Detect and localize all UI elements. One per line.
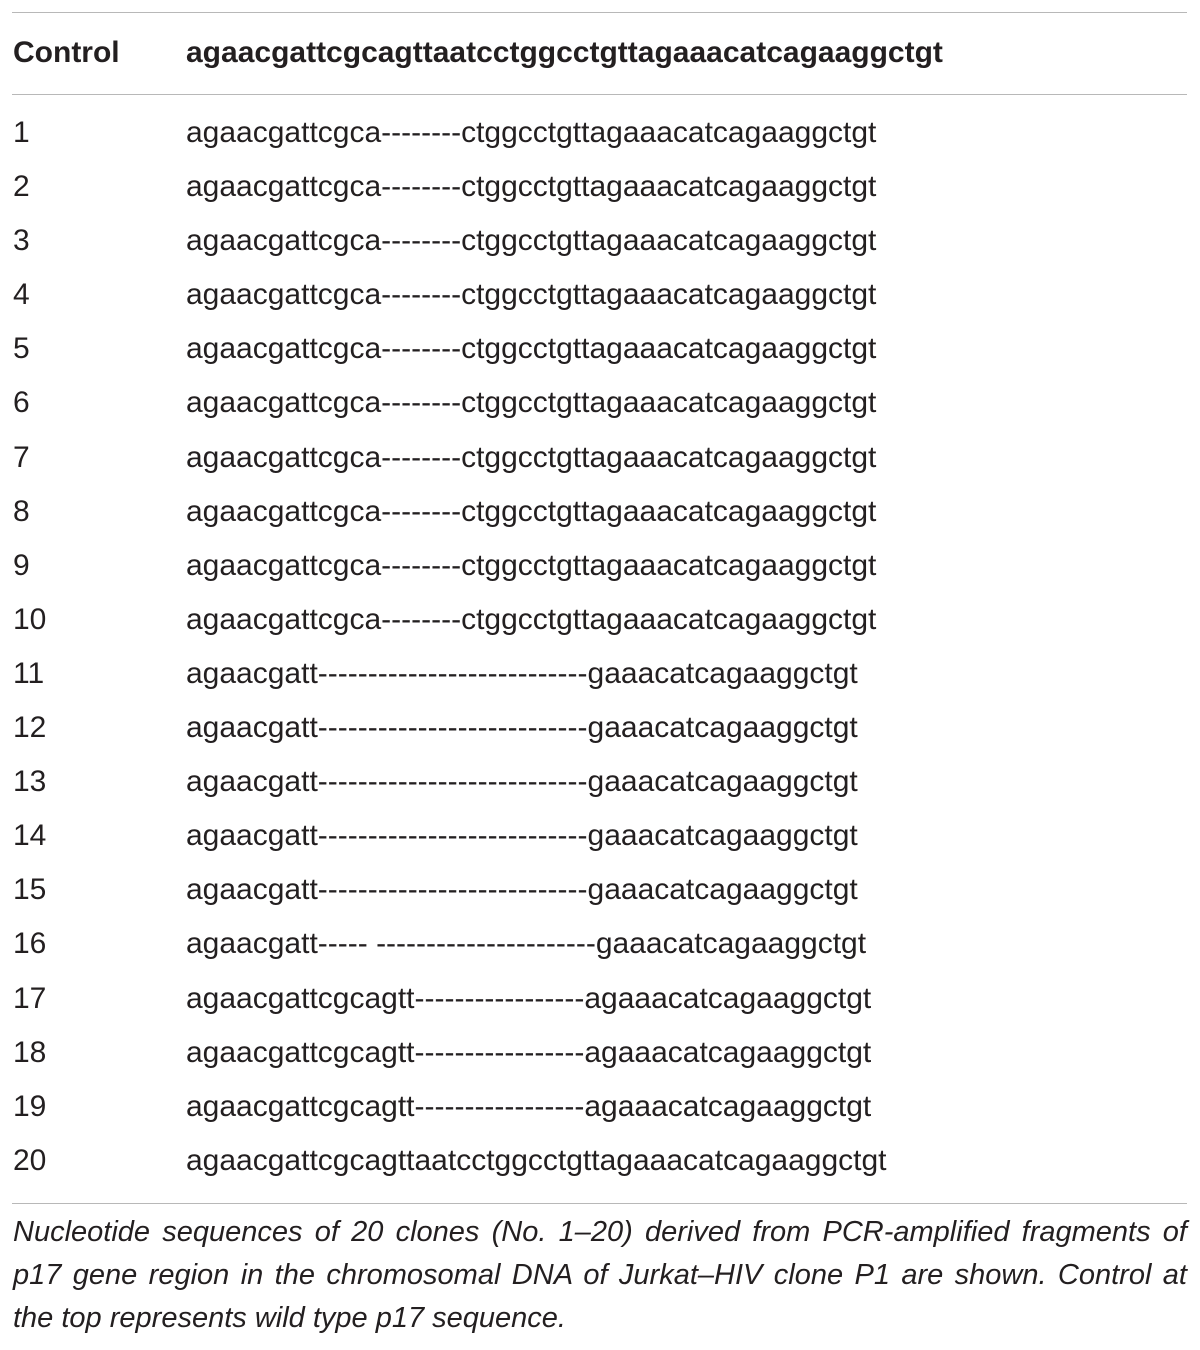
clone-number: 14	[13, 819, 47, 853]
clone-number: 13	[13, 765, 47, 799]
table-header-row	[0, 30, 1200, 76]
clone-number: 5	[13, 332, 30, 366]
table-row	[0, 272, 1200, 326]
table-row	[0, 380, 1200, 434]
table-row	[0, 435, 1200, 489]
clone-number: 3	[13, 224, 30, 258]
clone-sequence: agaacgattcgca--------ctggcctgttagaaacatcagaaggctgt	[186, 278, 877, 312]
clone-sequence: agaacgattcgca--------ctggcctgttagaaacatcagaaggctgt	[186, 548, 877, 582]
clone-sequence: agaacgattcgcagttaatcctggcctgttagaaacatcagaaggctgt	[186, 1143, 887, 1177]
table-row	[0, 705, 1200, 759]
table-row	[0, 489, 1200, 543]
clone-number: 18	[13, 1035, 47, 1069]
control-sequence: agaacgattcgcagttaatcctggcctgttagaaacatcagaaggctgt	[186, 36, 943, 69]
clone-number: 20	[13, 1143, 47, 1177]
clone-sequence: agaacgattcgcagtt-----------------agaaacatcagaaggctgt	[186, 1035, 872, 1069]
clone-number: 2	[13, 170, 30, 204]
table-body	[0, 110, 1200, 1192]
clone-sequence: agaacgattcgcagtt-----------------agaaacatcagaaggctgt	[186, 981, 872, 1015]
clone-sequence: agaacgattcgca--------ctggcctgttagaaacatcagaaggctgt	[186, 494, 877, 528]
clone-number: 15	[13, 873, 47, 907]
table-row	[0, 218, 1200, 272]
clone-sequence: agaacgatt----- ----------------------gaaacatcagaaggctgt	[186, 927, 867, 961]
clone-number: 11	[13, 656, 45, 690]
table-row	[0, 1084, 1200, 1138]
clone-sequence: agaacgatt---------------------------gaaacatcagaaggctgt	[186, 819, 858, 853]
clone-number: 10	[13, 602, 47, 636]
clone-sequence: agaacgatt---------------------------gaaacatcagaaggctgt	[186, 656, 858, 690]
clone-number: 9	[13, 548, 30, 582]
clone-number: 1	[13, 116, 30, 149]
header-rule	[12, 94, 1187, 95]
table-row	[0, 597, 1200, 651]
table-row	[0, 1030, 1200, 1084]
clone-sequence: agaacgattcgcagtt-----------------agaaacatcagaaggctgt	[186, 1089, 872, 1123]
clone-number: 19	[13, 1089, 47, 1123]
bottom-rule	[12, 1203, 1187, 1204]
table-row	[0, 867, 1200, 921]
clone-sequence: agaacgattcgca--------ctggcctgttagaaacatcagaaggctgt	[186, 116, 877, 149]
clone-sequence: agaacgattcgca--------ctggcctgttagaaacatcagaaggctgt	[186, 224, 877, 258]
clone-sequence: agaacgattcgca--------ctggcctgttagaaacatcagaaggctgt	[186, 440, 877, 474]
clone-number: 6	[13, 386, 30, 420]
table-footnote: Nucleotide sequences of 20 clones (No. 1–20) derived from PCR-amplified fragments of p17 gene region in the chromosomal DNA of Jurkat–HIV clone P1 are shown. Control at the top represents wild type p17 sequence.	[13, 1216, 1187, 1334]
clone-sequence: agaacgatt---------------------------gaaacatcagaaggctgt	[186, 711, 858, 745]
table-row	[0, 164, 1200, 218]
clone-sequence: agaacgattcgca--------ctggcctgttagaaacatcagaaggctgt	[186, 170, 877, 204]
clone-number: 7	[13, 440, 30, 474]
clone-sequence: agaacgatt---------------------------gaaacatcagaaggctgt	[186, 765, 858, 799]
clone-sequence: agaacgattcgca--------ctggcctgttagaaacatcagaaggctgt	[186, 602, 877, 636]
clone-number: 17	[13, 981, 47, 1015]
table-row	[0, 813, 1200, 867]
table-row	[0, 1138, 1200, 1192]
clone-number: 8	[13, 494, 30, 528]
clone-sequence: agaacgattcgca--------ctggcctgttagaaacatcagaaggctgt	[186, 332, 877, 366]
table-row	[0, 326, 1200, 380]
clone-number: 4	[13, 278, 30, 312]
table-row	[0, 543, 1200, 597]
table-row	[0, 921, 1200, 975]
table-row	[0, 976, 1200, 1030]
table-row	[0, 651, 1200, 705]
clone-number: 16	[13, 927, 47, 961]
table-row	[0, 110, 1200, 164]
clone-sequence: agaacgattcgca--------ctggcctgttagaaacatcagaaggctgt	[186, 386, 877, 420]
table-row	[0, 759, 1200, 813]
top-rule	[12, 12, 1187, 13]
clone-number: 12	[13, 711, 47, 745]
clone-sequence: agaacgatt---------------------------gaaacatcagaaggctgt	[186, 873, 858, 907]
control-label: Control	[13, 36, 120, 69]
